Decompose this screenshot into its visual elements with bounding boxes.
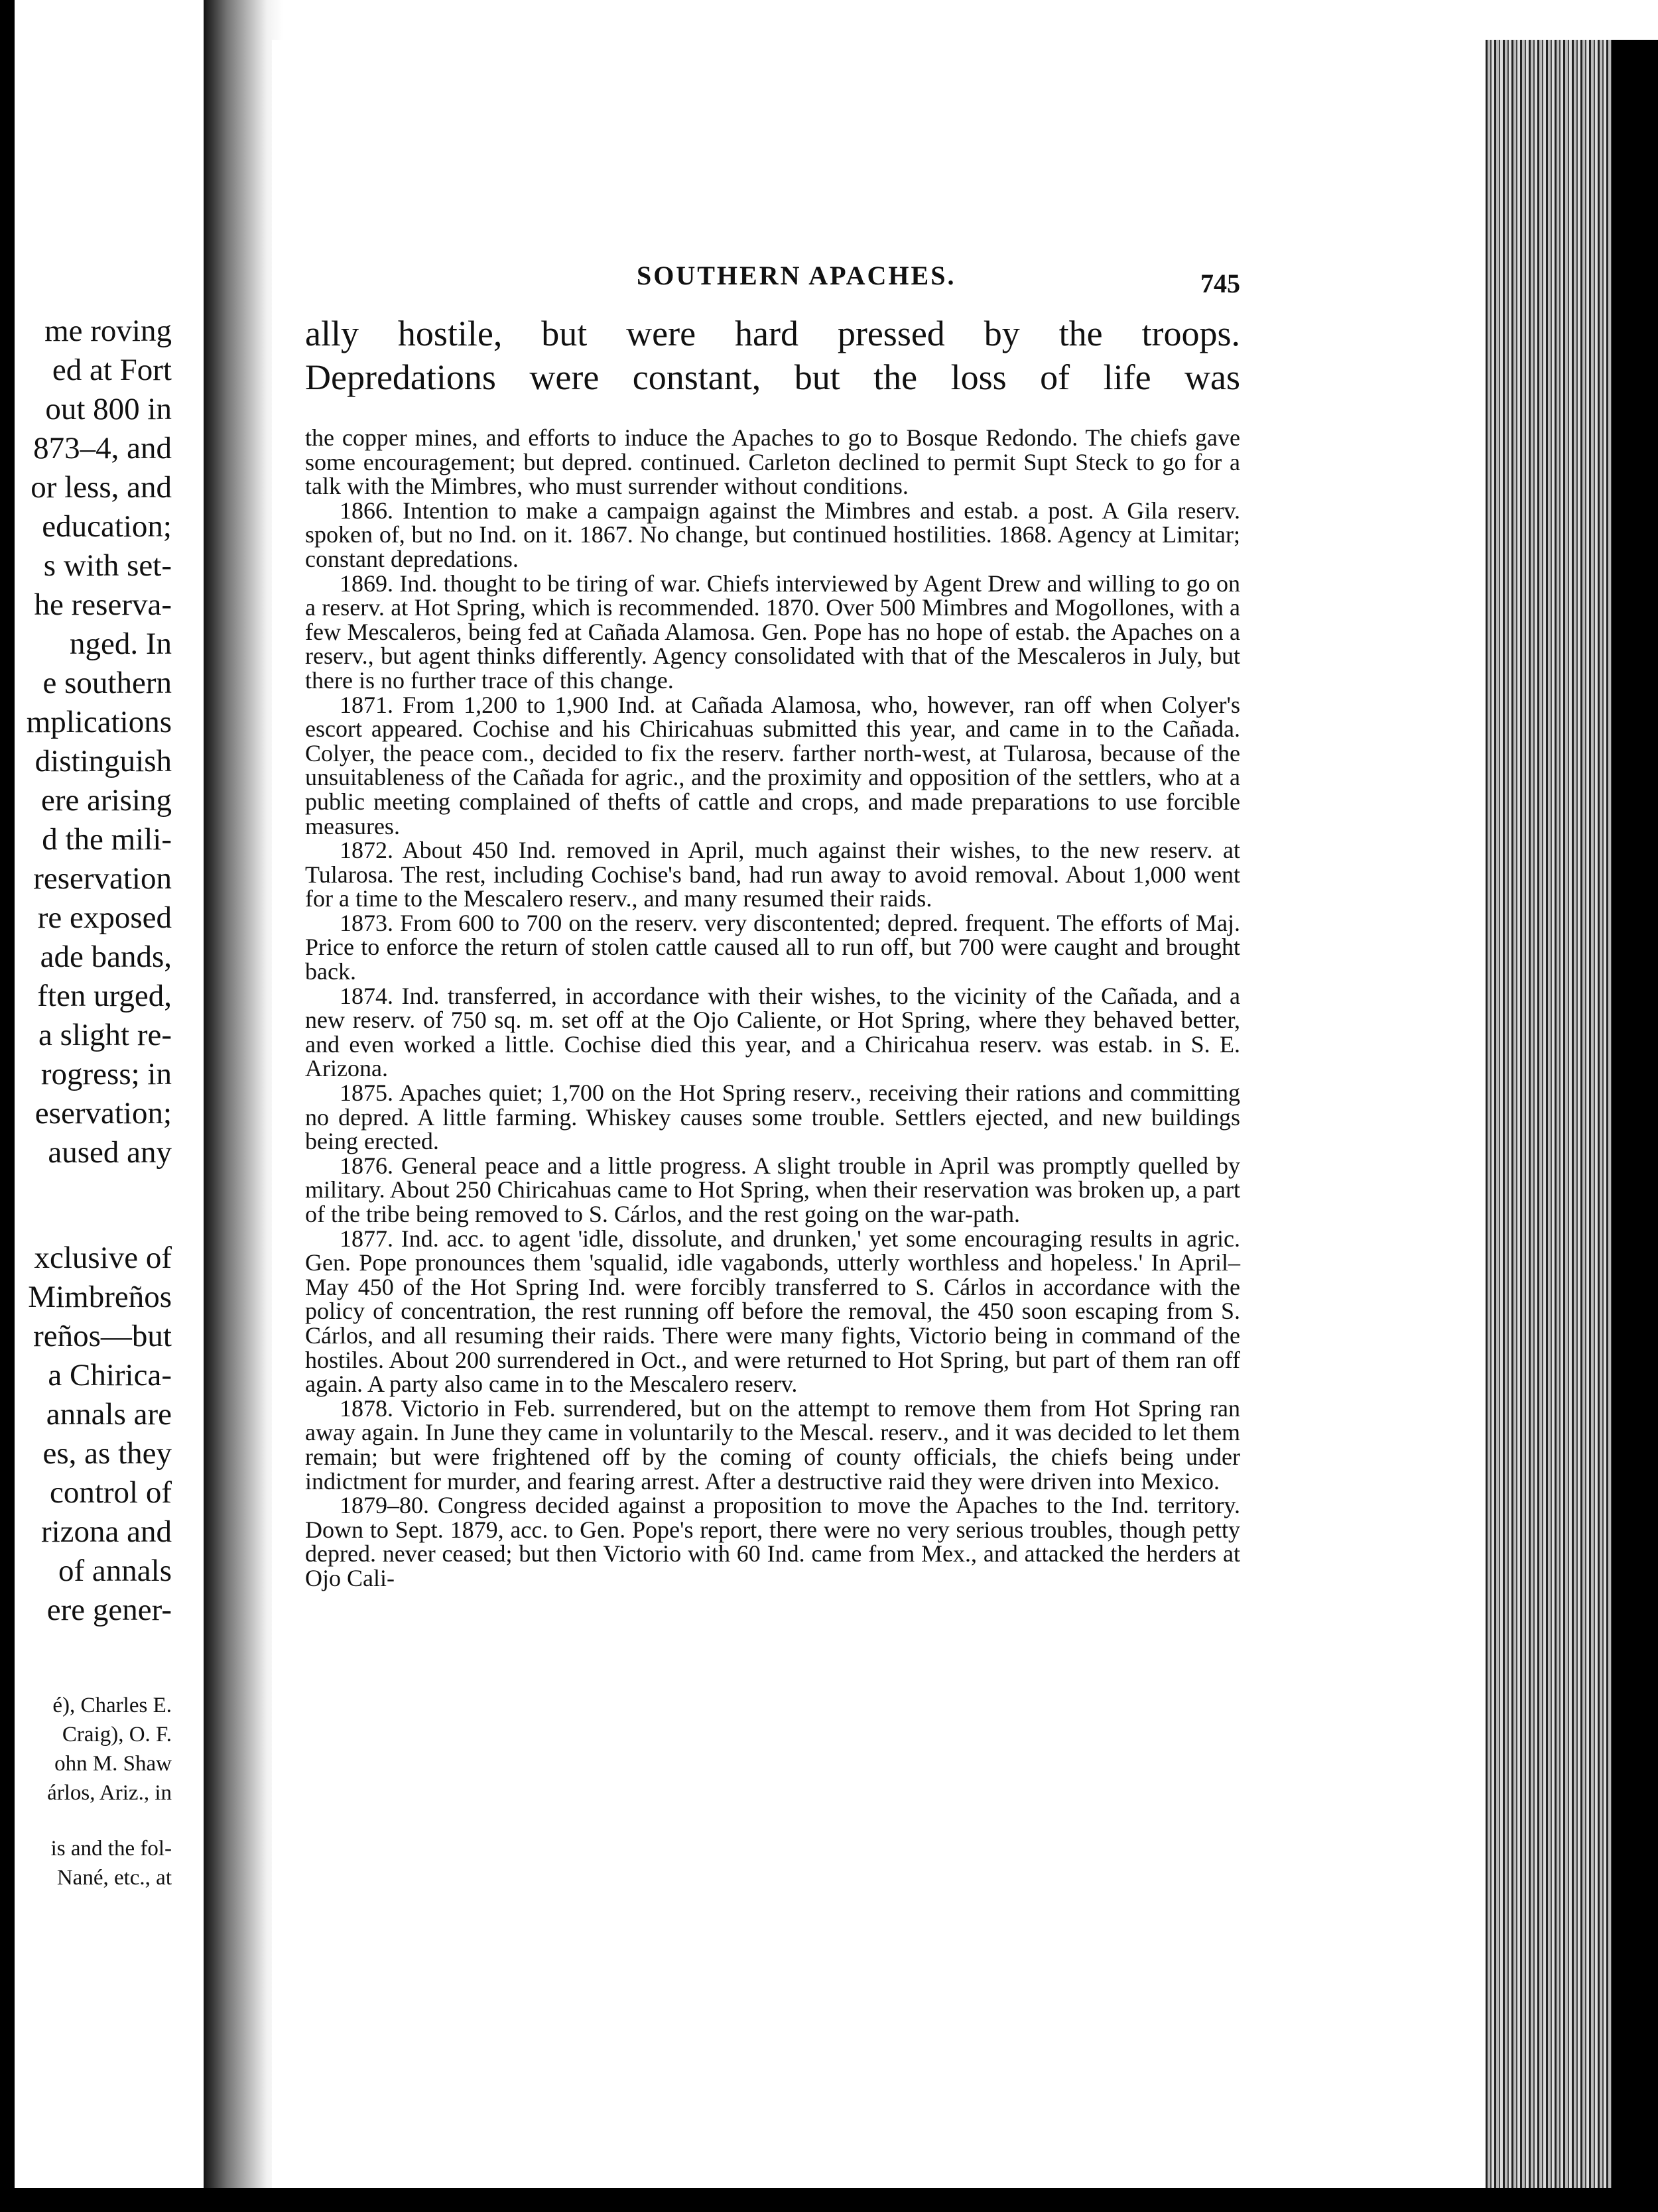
facing-page-line: ften urged, (37, 979, 172, 1013)
facing-page-line: xclusive of (34, 1241, 172, 1275)
facing-page-line: distinguish (34, 744, 172, 778)
facing-page-fragment (15, 0, 204, 2188)
note-paragraph: the copper mines, and efforts to induce the Apaches to go to Bosque Redondo. The chiefs gave some encouragement; but depred. continued. Carleton declined to permit Supt Steck to go for a talk with the Mimbres, who must surrender without conditions. (305, 424, 1240, 500)
page-edges (1486, 40, 1612, 2188)
scan-border-left (0, 0, 15, 2212)
facing-page-line: eservation; (34, 1096, 172, 1131)
facing-page-line: he reserva- (34, 587, 172, 622)
facing-page-line: a Chirica- (48, 1358, 172, 1392)
facing-page-line: me roving (44, 314, 172, 348)
facing-page-line: aused any (48, 1135, 172, 1170)
facing-page-line: ed at Fort (52, 353, 172, 387)
footnotes (305, 426, 1240, 1591)
facing-page-line: e southern (42, 666, 172, 700)
facing-page-line: out 800 in (45, 392, 172, 426)
facing-page-line: re exposed (37, 900, 172, 935)
facing-page-line: rizona and (40, 1514, 172, 1549)
facing-page-footnote-line: is and the fol- (50, 1837, 172, 1861)
facing-page-footnote-line: Craig), O. F. (62, 1723, 172, 1747)
facing-page-line: or less, and (31, 470, 172, 505)
facing-page-footnote-line: árlos, Ariz., in (47, 1781, 172, 1805)
facing-page-line: 873–4, and (33, 431, 172, 465)
facing-page-line: of annals (58, 1554, 172, 1588)
body-text-line: ally hostile, but were hard pressed by the troops. (305, 314, 1240, 353)
note-paragraph: 1879–80. Congress decided against a proposition to move the Apaches to the Ind. territory. Down to Sept. 1879, acc. to Gen. Pope's report, there were no very serious troubles, though petty depred. never ceased; but then Victorio with 60 Ind. came from Mex., and attacked the herders at Ojo Cali- (305, 1492, 1240, 1591)
facing-page-footnote-line: é), Charles E. (52, 1693, 172, 1717)
facing-page-line: es, as they (42, 1436, 172, 1471)
running-head: SOUTHERN APACHES. (637, 261, 956, 290)
facing-page-line: education; (42, 509, 172, 544)
facing-page-line: annals are (46, 1397, 172, 1432)
note-paragraph: 1878. Victorio in Feb. surrendered, but on the attempt to remove them from Hot Spring ran away again. In June they came in voluntarily to the Mescal. reserv., and it was decided to let them remain; but were frightened off by the coming of county officials, the chiefs being under indictment for murder, and fearing arrest. After a destructive raid they were driven into Mexico. (305, 1394, 1240, 1495)
note-paragraph: 1873. From 600 to 700 on the reserv. very discontented; depred. frequent. The efforts of Maj. Price to enforce the return of stolen cattle caused all to run off, but 700 were caught and brought back. (305, 909, 1240, 985)
facing-page-line: s with set- (43, 548, 172, 583)
note-paragraph: 1872. About 450 Ind. removed in April, much against their wishes, to the new reserv. at Tularosa. The rest, including Cochise's band, had run away to avoid removal. About 1,000 went for a time to the Mescalero reserv., and many resumed their raids. (305, 837, 1240, 912)
facing-page-line: nged. In (69, 627, 172, 661)
facing-page-line: reños—but (33, 1319, 172, 1353)
facing-page-line: d the mili- (42, 822, 172, 857)
note-paragraph: 1869. Ind. thought to be tiring of war. Chiefs interviewed by Agent Drew and willing to go on a reserv. at Hot Spring, which is recommended. 1870. Over 500 Mimbres and Mogollones, with a few Mescaleros, being fed at Cañada Alamosa. Gen. Pope has no hope of estab. the Apaches on a reserv., but agent thinks differently. Agency consolidated with that of the Mescaleros in July, but there is no further trace of this change. (305, 570, 1240, 694)
facing-page-line: Mimbreños (28, 1280, 172, 1314)
facing-page-line: a slight re- (38, 1018, 172, 1052)
facing-page-line: reservation (33, 861, 172, 896)
facing-page-line: control of (49, 1475, 172, 1510)
book-gutter (204, 0, 283, 2188)
facing-page-footnote-line: ohn M. Shaw (54, 1752, 172, 1776)
facing-page-line: ade bands, (40, 940, 172, 974)
note-paragraph: 1871. From 1,200 to 1,900 Ind. at Cañada Alamosa, who, however, ran off when Colyer's escort appeared. Cochise and his Chiricahuas submitted this year, and came in to the Cañada. Colyer, the peace com., decided to fix the reserv. farther north-west, at Tularosa, because of the unsuitableness of the Cañada for agric., and the proximity and opposition of the settlers, who at a public meeting complained of thefts of cattle and crops, and made preparations to use forcible measures. (305, 691, 1240, 839)
page-number: 745 (1200, 269, 1240, 298)
book-edge (1612, 40, 1658, 2188)
facing-page-footnote-line: Nané, etc., at (56, 1866, 172, 1890)
facing-page-line: mplications (26, 705, 172, 739)
scan-border-bottom (0, 2188, 1658, 2212)
body-text-line: Depredations were constant, but the loss of life was (305, 357, 1240, 397)
note-paragraph: 1876. General peace and a little progress. A slight trouble in April was promptly quelled by military. About 250 Chiricahuas came to Hot Spring, when their reservation was broken up, a part of the tribe being removed to S. Cárlos, and the rest going on the war-path. (305, 1152, 1240, 1227)
facing-page-line: ere arising (40, 783, 172, 818)
facing-page-line: ere gener- (46, 1593, 172, 1627)
page-text (305, 312, 1240, 1591)
note-paragraph: 1875. Apaches quiet; 1,700 on the Hot Spring reserv., receiving their rations and committing no depred. A little farming. Whiskey causes some trouble. Settlers ejected, and new buildings being erected. (305, 1079, 1240, 1155)
facing-page-line: rogress; in (40, 1057, 172, 1091)
note-paragraph: 1874. Ind. transferred, in accordance with their wishes, to the vicinity of the Cañada, and a new reserv. of 750 sq. m. set off at the Ojo Caliente, or Hot Spring, where they behaved better, and even worked a little. Cochise died this year, and a Chiricahua reserv. was estab. in S. E. Arizona. (305, 982, 1240, 1082)
note-paragraph: 1866. Intention to make a campaign against the Mimbres and estab. a post. A Gila reserv. spoken of, but no Ind. on it. 1867. No change, but continued hostilities. 1868. Agency at Limitar; constant depredations. (305, 497, 1240, 572)
note-paragraph: 1877. Ind. acc. to agent 'idle, dissolute, and drunken,' yet some encouraging results in agric. Gen. Pope pronounces them 'squalid, idle vagabonds, utterly worthless and hopeless.' In April–May 450 of the Hot Spring Ind. were forcibly transferred to S. Cárlos in accordance with the policy of concentration, the rest running off before the removal, the 450 soon escaping from S. Cárlos, and all resuming their raids. There were many fights, Victorio being in command of the hostiles. About 200 surrendered in Oct., and were returned to Hot Spring, but part of them ran off again. A party also came in to the Mescalero reserv. (305, 1225, 1240, 1398)
